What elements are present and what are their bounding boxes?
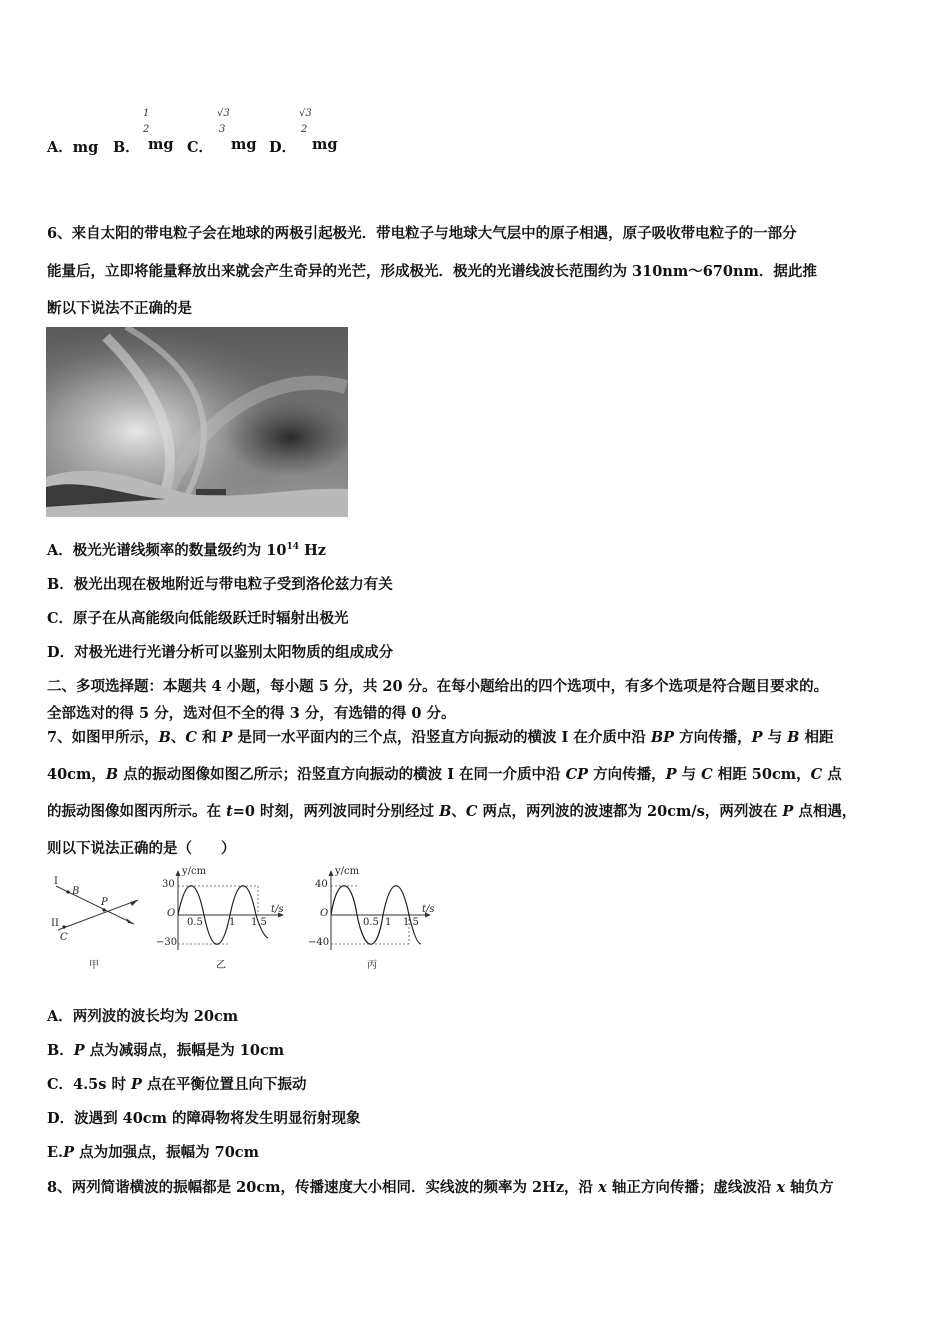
q7-text: 和 — [196, 729, 222, 746]
q7-var: P — [131, 1076, 142, 1093]
q7-text: 与 — [762, 729, 788, 746]
q7-text: 40cm， — [47, 766, 106, 783]
aurora-photo — [46, 327, 348, 517]
q5-option-b-denominator: 2 — [143, 124, 150, 135]
q7-var: C — [701, 766, 713, 783]
q7-text: 相距 50cm， — [712, 766, 811, 783]
q7-text: =0 时刻，两列波同时分别经过 — [232, 803, 440, 820]
bing-tick-1-5: 1.5 — [403, 917, 419, 928]
yi-tick-1-5: 1.5 — [251, 917, 267, 928]
q7-text: 点为减弱点，振幅是为 10cm — [84, 1042, 285, 1059]
q5-option-c-denominator: 3 — [219, 124, 226, 135]
q6-option-d: D．对极光进行光谱分析可以鉴别太阳物质的组成成分 — [47, 644, 394, 661]
q7-line-2 — [47, 763, 842, 784]
yi-tick-0-5: 0.5 — [187, 917, 203, 928]
q7-text: E. — [47, 1144, 64, 1161]
q7-line-1 — [47, 726, 833, 747]
figure-yi — [150, 866, 290, 974]
q7-text: 、 — [451, 803, 466, 820]
q6-option-b: B．极光出现在极地附近与带电粒子受到洛伦兹力有关 — [47, 576, 393, 593]
q5-option-d-numerator: √3 — [299, 108, 312, 119]
q6-option-a-suffix: Hz — [299, 542, 326, 559]
q6-line-2: 能量后，立即将能量释放出来就会产生奇异的光芒，形成极光．极光的光谱线波长范围约为 310nm～670nm．据此推 — [47, 263, 817, 280]
q7-text: C．4.5s 时 — [47, 1076, 132, 1093]
label-b: B — [72, 886, 80, 897]
q5-option-c-prefix: C． — [187, 139, 214, 156]
bing-tick-0-5: 0.5 — [363, 917, 379, 928]
q8-text: 轴正方向传播；虚线波沿 — [606, 1179, 777, 1196]
q7-text: 点为加强点，振幅为 70cm — [74, 1144, 259, 1161]
q8-text: 轴负方 — [785, 1179, 834, 1196]
q5-option-b-numerator: 1 — [143, 108, 150, 119]
q7-text: 方向传播， — [588, 766, 666, 783]
q5-option-c-suffix: mg — [231, 136, 257, 153]
q7-var: B — [439, 803, 452, 820]
q5-option-d-prefix: D． — [269, 139, 297, 156]
q5-option-c-numerator: √3 — [217, 108, 230, 119]
wave-ii-ray — [58, 900, 138, 930]
caption-jia: 甲 — [89, 960, 99, 971]
caption-yi: 乙 — [216, 960, 226, 971]
q6-line-3: 断以下说法不正确的是 — [47, 300, 192, 317]
q5-option-d-suffix: mg — [312, 136, 338, 153]
q7-option-e — [47, 1141, 259, 1162]
q7-text: 点在平衡位置且向下振动 — [141, 1076, 307, 1093]
figure-jia — [46, 872, 146, 972]
q5-option-b-prefix: B． — [113, 139, 140, 156]
q7-var: C — [810, 766, 823, 783]
q7-option-d: D．波遇到 40cm 的障碍物将发生明显衍射现象 — [47, 1110, 361, 1127]
q7-text: 相距 — [799, 729, 834, 746]
figure-bing — [305, 866, 445, 974]
yi-top-value: 30 — [162, 879, 175, 890]
q7-var: B — [787, 729, 800, 746]
section2-line-2: 全部选对的得 5 分，选对但不全的得 3 分，有选错的得 0 分。 — [47, 705, 456, 722]
yi-origin: O — [167, 908, 176, 919]
point-c-dot — [62, 925, 65, 928]
q7-option-a: A．两列波的波长均为 20cm — [47, 1008, 239, 1025]
q6-option-a-exponent: 14 — [286, 542, 300, 553]
aurora-photo-graphic — [46, 327, 348, 517]
label-p: P — [101, 897, 108, 908]
q7-var: P — [782, 803, 794, 820]
yi-ylabel: y/cm — [182, 866, 207, 877]
q5-option-d-denominator: 2 — [301, 124, 308, 135]
q7-text: 与 — [676, 766, 702, 783]
caption-bing: 丙 — [367, 960, 377, 971]
q7-var: B — [105, 766, 119, 783]
q6-option-a-prefix: A．极光光谱线频率的数量级约为 10 — [47, 542, 287, 559]
q7-var: P — [221, 729, 233, 746]
q8-var: x — [598, 1179, 607, 1196]
point-p-dot — [102, 908, 105, 911]
q8-var: x — [776, 1179, 786, 1196]
point-b-dot — [66, 890, 69, 893]
q7-line-3 — [47, 800, 856, 821]
q7-var: P — [665, 766, 677, 783]
section2-line-1: 二、多项选择题：本题共 4 小题，每小题 5 分，共 20 分。在每小题给出的四个选项中，有多个选项是符合题目要求的。 — [47, 678, 829, 695]
q7-text: 7、如图甲所示， — [47, 729, 159, 746]
q7-text: 点 — [822, 766, 842, 783]
q7-var: B — [158, 729, 171, 746]
yi-xlabel: t/s — [271, 904, 284, 915]
q7-var: BP — [650, 729, 675, 746]
q7-var: CP — [565, 766, 589, 783]
q7-var: C — [465, 803, 478, 820]
bing-xlabel: t/s — [422, 904, 435, 915]
y-axis-arrow — [329, 870, 334, 876]
q7-var: P — [63, 1144, 75, 1161]
q7-text: 是同一水平面内的三个点，沿竖直方向振动的横波 I 在介质中沿 — [232, 729, 651, 746]
q7-text: 两点，两列波的波速都为 20cm/s，两列波在 — [477, 803, 783, 820]
q7-text: 、 — [170, 729, 186, 746]
q8-line-1 — [47, 1176, 834, 1197]
q7-line-4: 则以下说法正确的是（ ） — [47, 840, 236, 857]
q5-options — [47, 108, 367, 162]
label-wave-i: I — [54, 876, 58, 887]
q7-text: 点相遇， — [793, 803, 857, 820]
bing-bottom-value: −40 — [308, 937, 330, 948]
yi-tick-1: 1 — [229, 917, 236, 928]
wave-ii-arrow — [130, 900, 138, 906]
q7-var: t — [226, 803, 233, 820]
label-wave-ii: II — [51, 918, 59, 929]
bing-top-value: 40 — [315, 879, 328, 890]
q7-var: P — [73, 1042, 85, 1059]
q8-text: 8、两列简谐横波的振幅都是 20cm，传播速度大小相同．实线波的频率为 2Hz，沿 — [47, 1179, 599, 1196]
q5-option-a: A．mg — [47, 139, 99, 156]
label-c: C — [60, 932, 68, 943]
bing-tick-1: 1 — [385, 917, 392, 928]
bing-origin: O — [320, 908, 329, 919]
yi-bottom-value: −30 — [156, 937, 178, 948]
q7-text: 的振动图像如图丙所示。在 — [47, 803, 227, 820]
q5-option-b-suffix: mg — [148, 136, 174, 153]
q7-text: B． — [47, 1042, 74, 1059]
q7-text: 点的振动图像如图乙所示；沿竖直方向振动的横波 I 在同一介质中沿 — [118, 766, 566, 783]
q7-var: C — [185, 729, 197, 746]
q6-option-a — [47, 539, 326, 560]
q6-option-c: C．原子在从高能级向低能级跃迁时辐射出极光 — [47, 610, 349, 627]
q7-option-b — [47, 1039, 284, 1060]
q6-line-1: 6、来自太阳的带电粒子会在地球的两极引起极光．带电粒子与地球大气层中的原子相遇，原子吸收带电粒子的一部分 — [47, 225, 797, 242]
q7-var: P — [751, 729, 763, 746]
q7-option-c — [47, 1073, 307, 1094]
q7-text: 方向传播， — [674, 729, 752, 746]
bing-ylabel: y/cm — [335, 866, 360, 877]
y-axis-arrow — [176, 870, 181, 876]
